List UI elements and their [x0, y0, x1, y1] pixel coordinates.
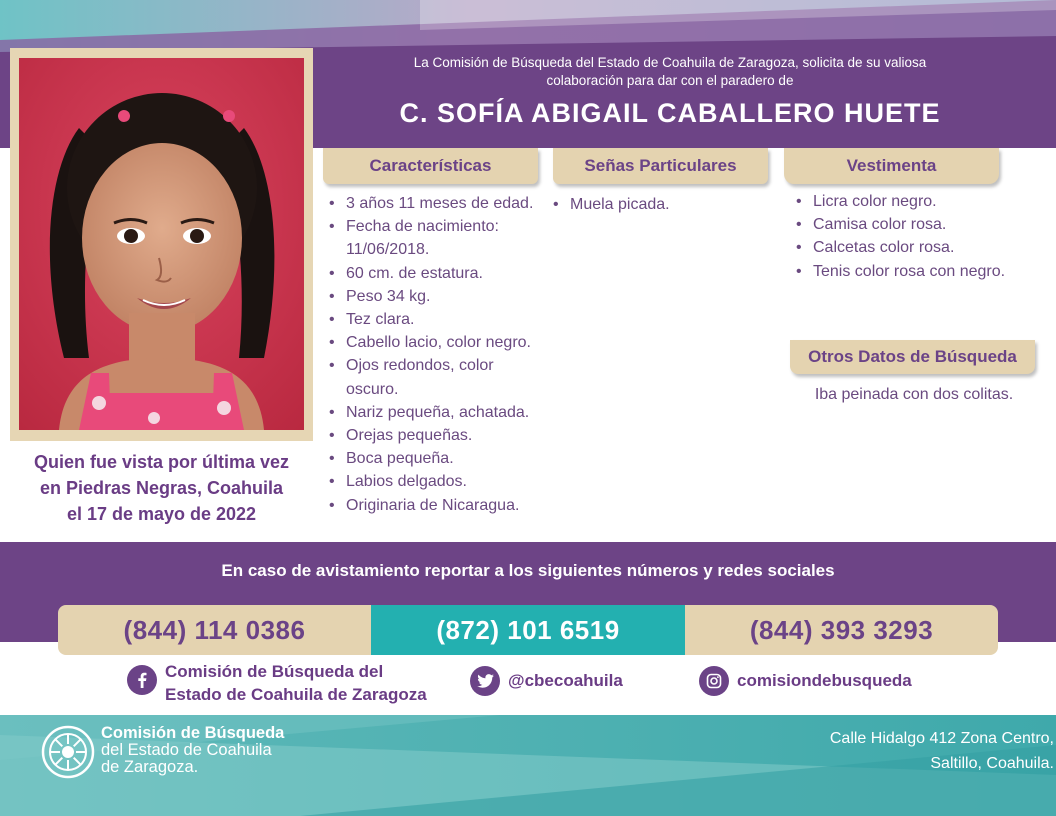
person-name: C. SOFÍA ABIGAIL CABALLERO HUETE: [399, 98, 941, 128]
list-item: • Licra color negro.: [793, 190, 1053, 213]
list-item: • Peso 34 kg.: [326, 285, 548, 308]
vestimenta-heading: Vestimenta: [784, 148, 999, 184]
list-item: • Orejas pequeñas.: [326, 424, 548, 447]
senas-list: [550, 193, 770, 216]
list-item: • 3 años 11 meses de edad.: [326, 192, 548, 215]
facebook-label: [165, 660, 427, 706]
facebook-icon: [127, 665, 157, 695]
contact-title: En caso de avistamiento reportar a los siguientes números y redes sociales: [221, 561, 835, 580]
list-item: • Originaria de Nicaragua.: [326, 494, 548, 517]
phone-number-2[interactable]: (872) 101 6519: [371, 605, 685, 655]
org-line-2: del Estado de Coahuila: [101, 741, 272, 759]
twitter-icon: [470, 666, 500, 696]
last-seen-line-2: en Piedras Negras, Coahuila: [39, 478, 284, 498]
otros-datos-text: Iba peinada con dos colitas.: [814, 386, 1014, 403]
list-item: • Fecha de nacimiento: 11/06/2018.: [326, 215, 548, 261]
facebook-line-1: Comisión de Búsqueda del: [165, 662, 384, 681]
instagram-handle: comisiondebusqueda: [737, 671, 912, 690]
caracteristicas-heading: Características: [323, 148, 538, 184]
vestimenta-list: [793, 190, 1053, 283]
list-item: • Tenis color rosa con negro.: [793, 260, 1053, 283]
senas-particulares-heading: Señas Particulares: [553, 148, 768, 184]
intro-line-1: La Comisión de Búsqueda del Estado de Coahuila de Zaragoza, solicita de su valiosa: [413, 55, 927, 70]
twitter-link[interactable]: [470, 666, 623, 696]
list-item: • Boca pequeña.: [326, 447, 548, 470]
list-item: • Cabello lacio, color negro.: [326, 331, 548, 354]
organization-name: [101, 725, 284, 776]
list-item: • Muela picada.: [550, 193, 770, 216]
facebook-link[interactable]: [127, 660, 427, 706]
org-line-3: de Zaragoza.: [101, 758, 199, 776]
list-item: • 60 cm. de estatura.: [326, 262, 548, 285]
otros-datos-heading: Otros Datos de Búsqueda: [790, 340, 1035, 374]
last-seen-line-3: el 17 de mayo de 2022: [66, 504, 257, 524]
address: [760, 726, 1054, 776]
twitter-handle: @cbecoahuila: [508, 671, 623, 690]
list-item: • Ojos redondos, color oscuro.: [326, 354, 548, 400]
address-line-1: Calle Hidalgo 412 Zona Centro,: [829, 730, 1054, 747]
instagram-link[interactable]: [699, 666, 912, 696]
caracteristicas-list: [326, 192, 548, 517]
instagram-icon: [699, 666, 729, 696]
list-item: • Camisa color rosa.: [793, 213, 1053, 236]
address-line-2: Saltillo, Coahuila.: [930, 755, 1054, 772]
intro-line-2: colaboración para dar con el paradero de: [546, 73, 794, 88]
list-item: • Tez clara.: [326, 308, 548, 331]
list-item: • Nariz pequeña, achatada.: [326, 401, 548, 424]
facebook-line-2: Estado de Coahuila de Zaragoza: [165, 685, 427, 704]
phone-number-1[interactable]: (844) 114 0386: [58, 605, 371, 655]
intro-text: [330, 54, 1010, 90]
last-seen-line-1: Quien fue vista por última vez: [33, 452, 290, 472]
org-line-1: Comisión de Búsqueda: [101, 724, 285, 742]
missing-person-photo: [19, 58, 304, 430]
list-item: • Labios delgados.: [326, 470, 548, 493]
last-seen-info: [14, 449, 309, 527]
commission-logo-icon: [41, 725, 95, 779]
list-item: • Calcetas color rosa.: [793, 236, 1053, 259]
phone-number-3[interactable]: (844) 393 3293: [685, 605, 998, 655]
